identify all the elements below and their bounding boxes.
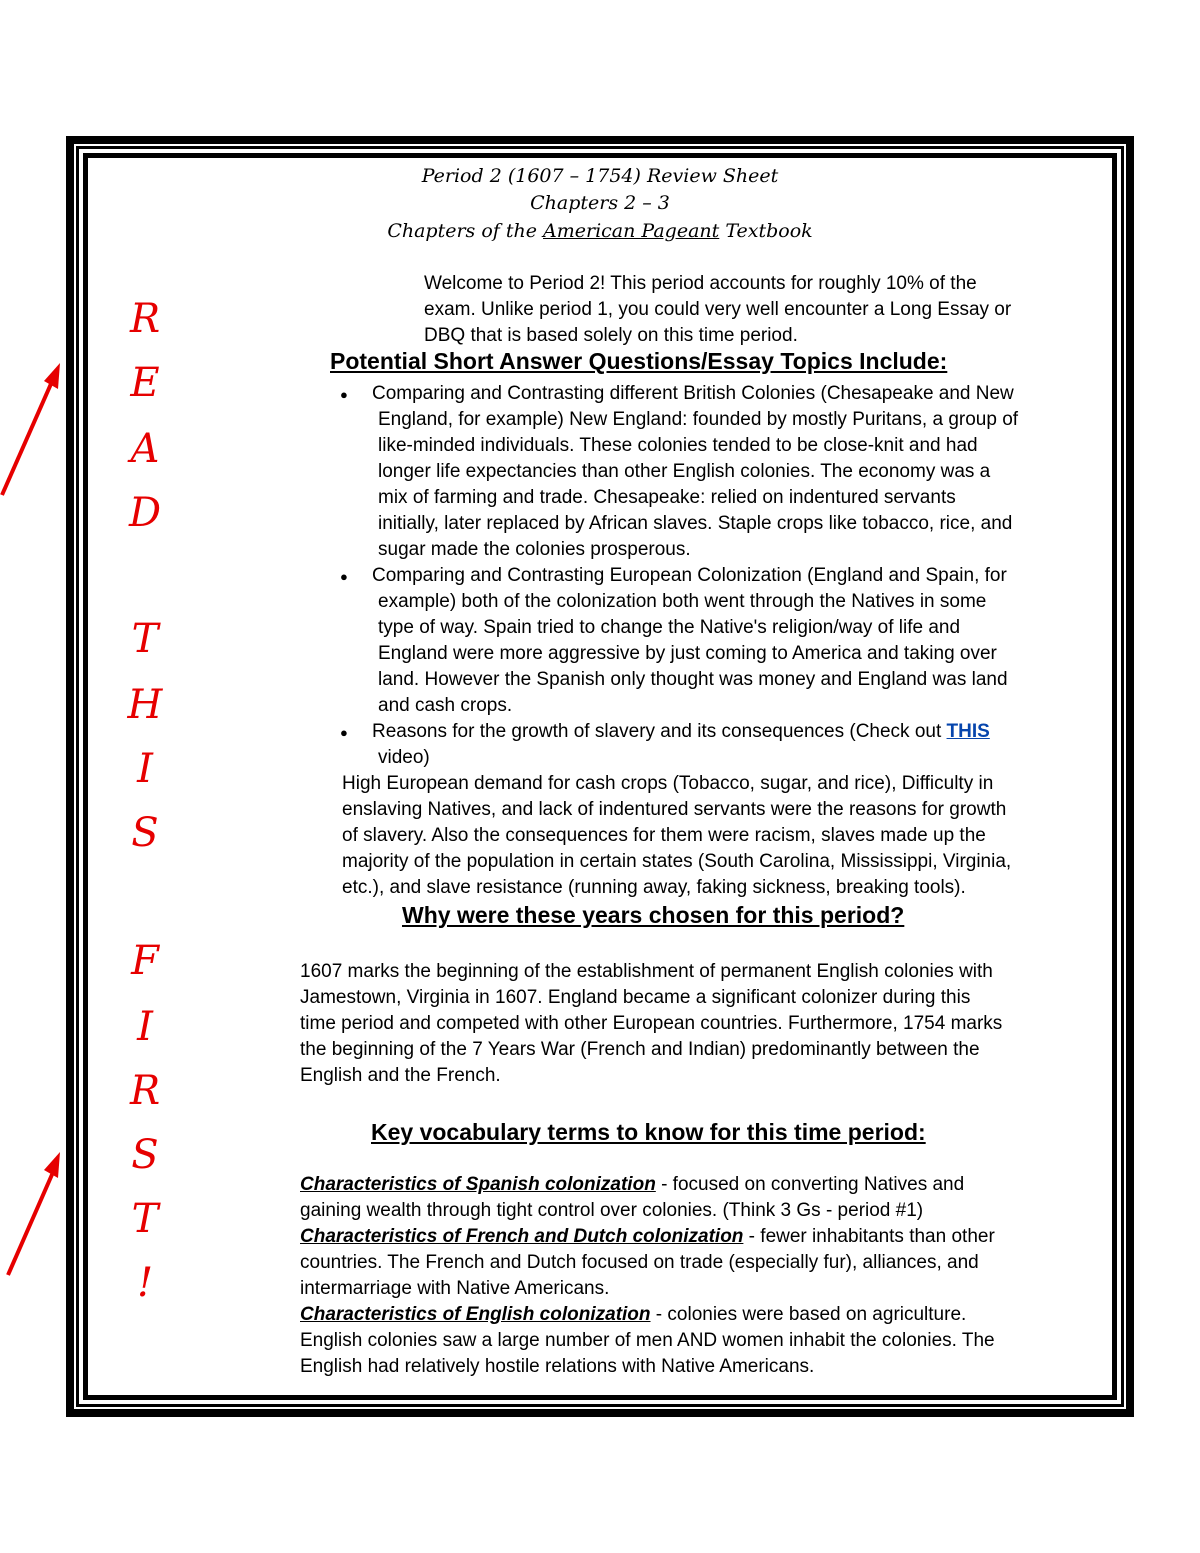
banner-letter: S — [131, 810, 159, 856]
banner-letter: F — [131, 938, 159, 984]
bullet2-line: example) both of the colonization both went through the Natives in some — [378, 591, 987, 612]
bullet1-line: mix of farming and trade. Chesapeake: relied on indentured servants — [378, 487, 956, 508]
slavery-line: etc.), and slave resistance (running away, faking sickness, breaking tools). — [342, 877, 966, 898]
slavery-line: of slavery. Also the consequences for them were racism, slaves made up the — [342, 825, 986, 846]
chapters-subtitle: Chapters 2 – 3 — [530, 192, 670, 214]
banner-letter: S — [131, 1132, 159, 1178]
textbook-title: American Pageant — [543, 220, 720, 242]
why-line: Jamestown, Virginia in 1607. England became a significant colonizer during this — [300, 987, 971, 1008]
bullet1-line: initially, later replaced by African slaves. Staple crops like tobacco, rice, and — [378, 513, 1013, 534]
why-line: time period and competed with other European countries. Furthermore, 1754 marks — [300, 1013, 1003, 1034]
why-heading: Why were these years chosen for this period? — [402, 902, 905, 928]
bullet2-line: England were more aggressive by just coming to America and taking over — [378, 643, 997, 664]
bullet1-line: Comparing and Contrasting different British Colonies (Chesapeake and New — [372, 383, 1014, 404]
intro-line: DBQ that is based solely on this time period. — [424, 325, 798, 346]
why-line: English and the French. — [300, 1065, 501, 1086]
banner-letter: H — [127, 682, 163, 728]
slavery-line: enslaving Natives, and lack of indentured servants were the reasons for growth — [342, 799, 1007, 820]
bullet1-line: sugar made the colonies prosperous. — [378, 539, 691, 560]
bullet2-line: land. However the Spanish only thought was money and England was land — [378, 669, 1008, 690]
vocab-line: English had relatively hostile relations with Native Americans. — [300, 1356, 815, 1377]
arrow-icon-top — [0, 355, 70, 505]
slavery-line: High European demand for cash crops (Tobacco, sugar, and rice), Difficulty in — [342, 773, 994, 794]
intro-line: exam. Unlike period 1, you could very well encounter a Long Essay or — [424, 299, 1012, 320]
why-line: the beginning of the 7 Years War (French and Indian) predominantly between the — [300, 1039, 980, 1060]
vocab-line: gaining wealth through tight control over colonies. (Think 3 Gs - period #1) — [300, 1200, 924, 1221]
vocab-english: Characteristics of English colonization - colonies were based on agriculture. — [300, 1304, 967, 1325]
vocab-spanish: Characteristics of Spanish colonization - focused on converting Natives and — [300, 1174, 965, 1195]
banner-letter: E — [130, 360, 160, 406]
bullet-icon: ● — [340, 725, 348, 740]
bullet2-line: type of way. Spain tried to change the Native's religion/way of life and — [378, 617, 961, 638]
vocab-line: countries. The French and Dutch focused on trade (especially fur), alliances, and — [300, 1252, 979, 1273]
banner-letter: D — [128, 490, 162, 536]
term-english: Characteristics of English colonization — [300, 1304, 651, 1325]
banner-letter: T — [131, 616, 159, 662]
bullet3-line: Reasons for the growth of slavery and its consequences (Check out THIS — [372, 721, 990, 742]
page-title: Period 2 (1607 – 1754) Review Sheet — [421, 165, 779, 187]
vocab-line: intermarriage with Native Americans. — [300, 1278, 610, 1299]
bullet2-line: Comparing and Contrasting European Colonization (England and Spain, for — [372, 565, 1007, 586]
bullet1-line: England, for example) New England: founded by mostly Puritans, a group of — [378, 409, 1019, 430]
vocab-heading: Key vocabulary terms to know for this time period: — [371, 1119, 926, 1145]
topics-heading: Potential Short Answer Questions/Essay Topics Include: — [330, 348, 948, 374]
banner-letter: I — [137, 746, 153, 792]
why-line: 1607 marks the beginning of the establishment of permanent English colonies with — [300, 961, 993, 982]
term-french-dutch: Characteristics of French and Dutch colonization — [300, 1226, 744, 1247]
bullet1-line: longer life expectancies than other English colonies. The economy was a — [378, 461, 991, 482]
banner-letter: R — [129, 296, 161, 342]
term-spanish: Characteristics of Spanish colonization — [300, 1174, 656, 1195]
slavery-line: majority of the population in certain states (South Carolina, Mississippi, Virginia, — [342, 851, 1012, 872]
vocab-line: English colonies saw a large number of men AND women inhabit the colonies. The — [300, 1330, 995, 1351]
banner-letter: R — [129, 1068, 161, 1114]
vocab-french: Characteristics of French and Dutch colonization - fewer inhabitants than other — [300, 1226, 995, 1247]
bullet2-line: and cash crops. — [378, 695, 513, 716]
bullet3-line: video) — [378, 747, 430, 768]
bullet-icon: ● — [340, 569, 348, 584]
banner-letter: T — [131, 1196, 159, 1242]
banner-letter: I — [137, 1004, 153, 1050]
bullet-icon: ● — [340, 387, 348, 402]
arrow-icon-bottom — [0, 1140, 70, 1290]
intro-line: Welcome to Period 2! This period accounts for roughly 10% of the — [424, 273, 977, 294]
video-link[interactable]: THIS — [946, 721, 990, 742]
bullet1-line: like-minded individuals. These colonies tended to be close-knit and had — [378, 435, 978, 456]
textbook-subtitle: Chapters of the American Pageant Textbook — [387, 220, 813, 242]
banner-letter: ! — [136, 1260, 154, 1306]
banner-letter: A — [130, 426, 160, 472]
